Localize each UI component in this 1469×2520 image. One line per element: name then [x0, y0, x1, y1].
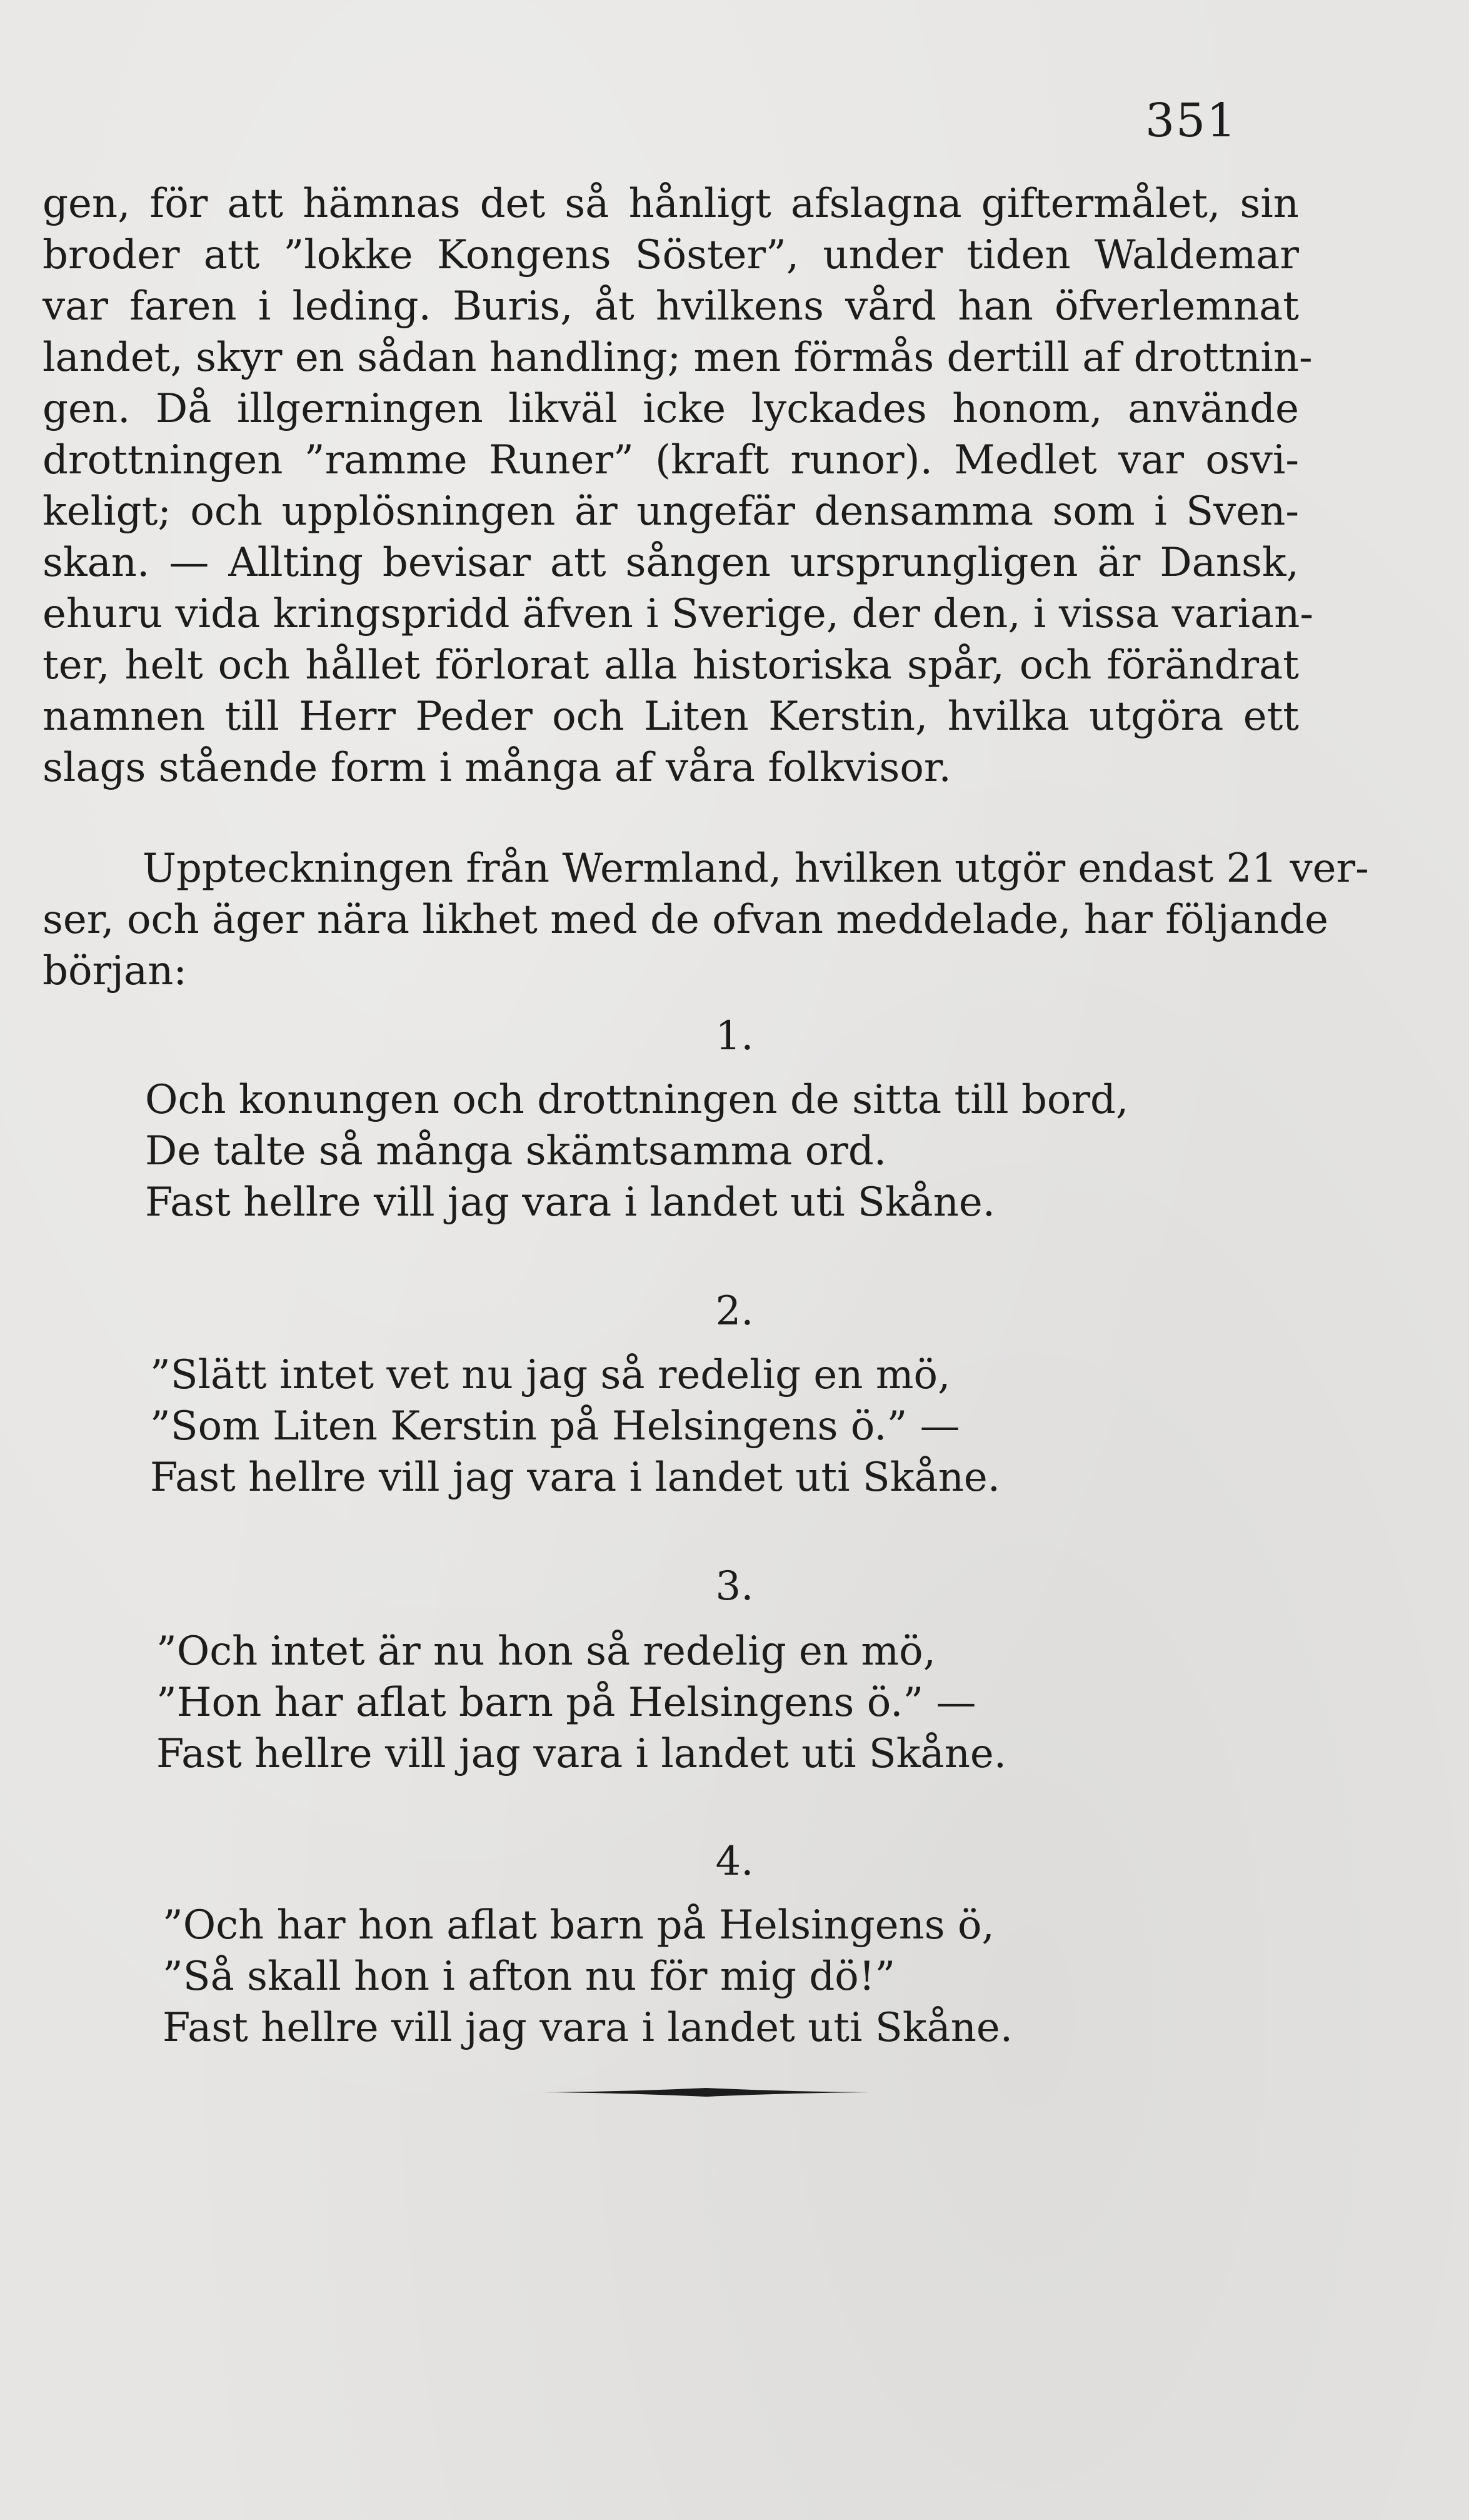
section-end-rule: [544, 2086, 869, 2099]
text-line: ehuru vida kringspridd äfven i Sverige, der den, i vissa varian-: [43, 591, 1313, 637]
verse-stanza: [150, 1349, 1000, 1503]
text-line: drottningen ”ramme Runer” (kraft runor). Medlet var osvi-: [43, 437, 1299, 483]
verse-line: ”Hon har aflat barn på Helsingens ö.” —: [156, 1680, 976, 1726]
verse-number: 3.: [715, 1563, 754, 1610]
verse-line: Fast hellre vill jag vara i landet uti Skåne.: [145, 1179, 996, 1226]
verse-stanza: [145, 1074, 1128, 1228]
text-line: var faren i leding. Buris, åt hvilkens vård han öfverlemnat: [43, 283, 1299, 330]
verse-number: 1.: [715, 1013, 754, 1059]
text-line: Uppteckningen från Wermland, hvilken utgör endast 21 ver-: [143, 845, 1369, 892]
text-line: gen. Då illgerningen likväl icke lyckades honom, använde: [43, 386, 1299, 432]
verse-line: De talte så många skämtsamma ord.: [145, 1128, 887, 1174]
text-line: ser, och äger nära likhet med de ofvan meddelade, har följande: [43, 897, 1328, 943]
text-line: skan. — Allting bevisar att sången ursprungligen är Dansk,: [43, 540, 1299, 586]
verse-line: Fast hellre vill jag vara i landet uti Skåne.: [156, 1731, 1007, 1777]
prose-paragraph-commentary: [43, 178, 1313, 794]
text-line: broder att ”lokke Kongens Söster”, under tiden Waldemar: [43, 232, 1299, 278]
page-number: 351: [1145, 94, 1238, 148]
text-line: ter, helt och hållet förlorat alla historiska spår, och förändrat: [43, 642, 1299, 688]
verse-number: 4.: [715, 1838, 754, 1885]
verse-line: ”Och intet är nu hon så redelig en mö,: [156, 1628, 936, 1675]
text-line: början:: [43, 948, 187, 994]
verse-line: ”Och har hon aflat barn på Helsingens ö,: [163, 1902, 995, 1948]
text-line: keligt; och upplösningen är ungefär densamma som i Sven-: [43, 488, 1299, 535]
text-line: landet, skyr en sådan handling; men förmås dertill af drottnin-: [43, 335, 1313, 381]
verse-line: Fast hellre vill jag vara i landet uti Skåne.: [163, 2005, 1013, 2051]
verse-line: ”Så skall hon i afton nu för mig dö!”: [163, 1953, 896, 2000]
verse-stanza: [163, 1900, 1013, 2054]
verse-line: ”Slätt intet vet nu jag så redelig en mö,: [150, 1352, 951, 1398]
verse-line: Fast hellre vill jag vara i landet uti Skåne.: [150, 1454, 1001, 1501]
verse-line: ”Som Liten Kerstin på Helsingens ö.” —: [150, 1403, 960, 1449]
text-line: gen, för att hämnas det så hånligt afslagna giftermålet, sin: [43, 181, 1299, 227]
verse-line: Och konungen och drottningen de sitta till bord,: [145, 1077, 1129, 1123]
verse-number: 2.: [715, 1288, 754, 1334]
verse-stanza: [156, 1626, 1006, 1780]
text-line: slags stående form i många af våra folkvisor.: [43, 745, 951, 791]
prose-paragraph-intro: [43, 843, 1369, 997]
text-line: namnen till Herr Peder och Liten Kerstin, hvilka utgöra ett: [43, 693, 1299, 740]
